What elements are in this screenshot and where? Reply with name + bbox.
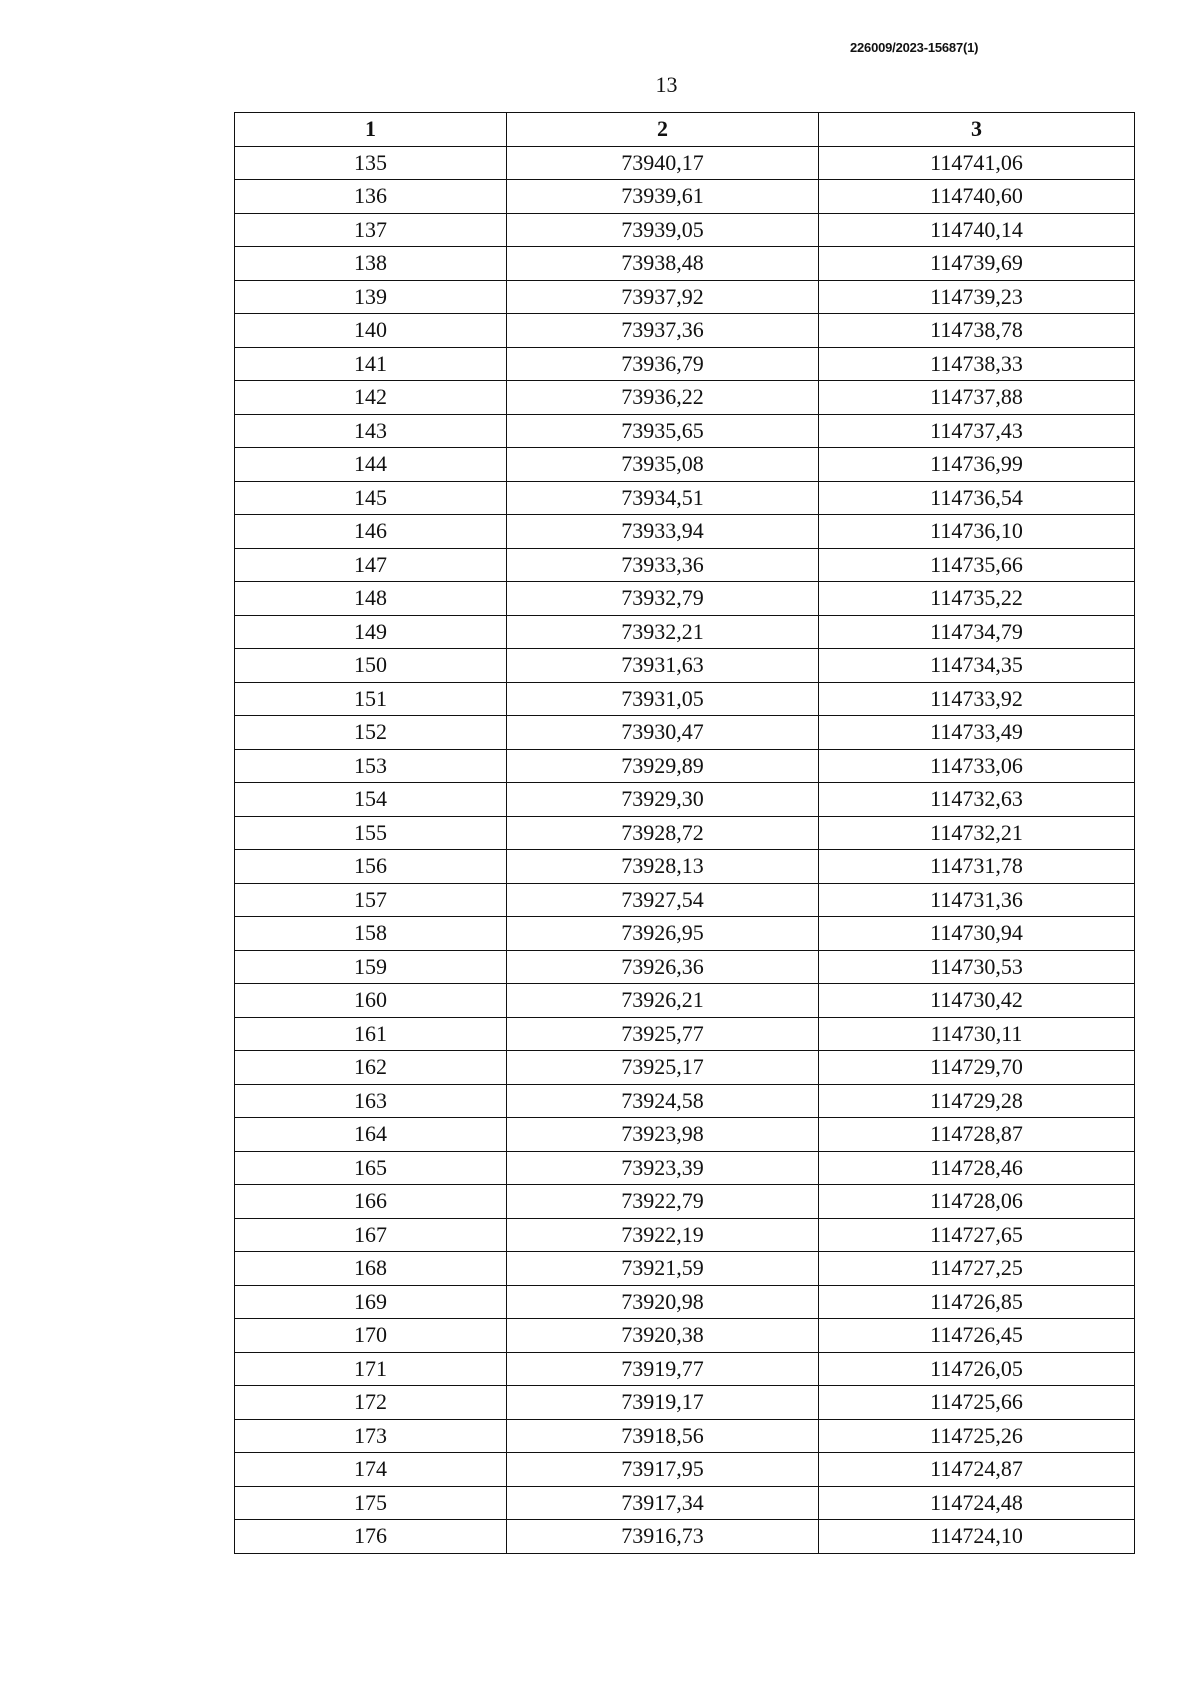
- table-row: [235, 1151, 1135, 1185]
- x-coordinate-cell: 73936,22: [507, 381, 819, 415]
- table-row: [235, 850, 1135, 884]
- y-coordinate-cell: 114724,87: [819, 1453, 1135, 1487]
- x-coordinate-cell: 73935,65: [507, 414, 819, 448]
- table-row: [235, 582, 1135, 616]
- x-coordinate-cell: 73925,17: [507, 1051, 819, 1085]
- point-number-cell: 151: [235, 682, 507, 716]
- table-row: [235, 448, 1135, 482]
- point-number-cell: 162: [235, 1051, 507, 1085]
- point-number-cell: 161: [235, 1017, 507, 1051]
- page-number: 13: [655, 72, 678, 97]
- x-coordinate-cell: 73932,21: [507, 615, 819, 649]
- x-coordinate-cell: 73919,77: [507, 1352, 819, 1386]
- table-row: [235, 1051, 1135, 1085]
- y-coordinate-cell: 114733,92: [819, 682, 1135, 716]
- table-row: [235, 749, 1135, 783]
- coordinates-table: [234, 112, 1135, 1554]
- table-row: [235, 481, 1135, 515]
- table-row: [235, 414, 1135, 448]
- x-coordinate-cell: 73933,94: [507, 515, 819, 549]
- y-coordinate-cell: 114731,78: [819, 850, 1135, 884]
- column-header-1: 1: [235, 113, 507, 147]
- x-coordinate-cell: 73920,98: [507, 1285, 819, 1319]
- point-number-cell: 167: [235, 1218, 507, 1252]
- point-number-cell: 141: [235, 347, 507, 381]
- y-coordinate-cell: 114724,48: [819, 1486, 1135, 1520]
- y-coordinate-cell: 114729,70: [819, 1051, 1135, 1085]
- point-number-cell: 152: [235, 716, 507, 750]
- table-row: [235, 883, 1135, 917]
- table-row: [235, 615, 1135, 649]
- x-coordinate-cell: 73923,98: [507, 1118, 819, 1152]
- table-row: [235, 146, 1135, 180]
- y-coordinate-cell: 114736,10: [819, 515, 1135, 549]
- x-coordinate-cell: 73940,17: [507, 146, 819, 180]
- table-row: [235, 950, 1135, 984]
- y-coordinate-cell: 114740,14: [819, 213, 1135, 247]
- x-coordinate-cell: 73916,73: [507, 1520, 819, 1554]
- point-number-cell: 163: [235, 1084, 507, 1118]
- y-coordinate-cell: 114735,22: [819, 582, 1135, 616]
- x-coordinate-cell: 73932,79: [507, 582, 819, 616]
- x-coordinate-cell: 73928,13: [507, 850, 819, 884]
- table-row: [235, 816, 1135, 850]
- point-number-cell: 140: [235, 314, 507, 348]
- x-coordinate-cell: 73924,58: [507, 1084, 819, 1118]
- x-coordinate-cell: 73923,39: [507, 1151, 819, 1185]
- point-number-cell: 155: [235, 816, 507, 850]
- point-number-cell: 165: [235, 1151, 507, 1185]
- x-coordinate-cell: 73926,36: [507, 950, 819, 984]
- y-coordinate-cell: 114734,35: [819, 649, 1135, 683]
- y-coordinate-cell: 114733,49: [819, 716, 1135, 750]
- point-number-cell: 173: [235, 1419, 507, 1453]
- y-coordinate-cell: 114736,54: [819, 481, 1135, 515]
- y-coordinate-cell: 114725,66: [819, 1386, 1135, 1420]
- table-row: [235, 649, 1135, 683]
- point-number-cell: 139: [235, 280, 507, 314]
- table-row: [235, 1252, 1135, 1286]
- x-coordinate-cell: 73937,36: [507, 314, 819, 348]
- table-row: [235, 716, 1135, 750]
- table-row: [235, 213, 1135, 247]
- x-coordinate-cell: 73922,79: [507, 1185, 819, 1219]
- x-coordinate-cell: 73938,48: [507, 247, 819, 281]
- document-reference: 226009/2023-15687(1): [850, 40, 979, 55]
- y-coordinate-cell: 114735,66: [819, 548, 1135, 582]
- table-row: [235, 682, 1135, 716]
- header-row: [235, 113, 1135, 147]
- y-coordinate-cell: 114727,65: [819, 1218, 1135, 1252]
- table-body: [235, 146, 1135, 1553]
- x-coordinate-cell: 73929,30: [507, 783, 819, 817]
- x-coordinate-cell: 73921,59: [507, 1252, 819, 1286]
- table-row: [235, 347, 1135, 381]
- x-coordinate-cell: 73939,61: [507, 180, 819, 214]
- table-row: [235, 247, 1135, 281]
- point-number-cell: 156: [235, 850, 507, 884]
- x-coordinate-cell: 73925,77: [507, 1017, 819, 1051]
- table-row: [235, 984, 1135, 1018]
- y-coordinate-cell: 114730,53: [819, 950, 1135, 984]
- point-number-cell: 174: [235, 1453, 507, 1487]
- y-coordinate-cell: 114730,94: [819, 917, 1135, 951]
- point-number-cell: 143: [235, 414, 507, 448]
- y-coordinate-cell: 114729,28: [819, 1084, 1135, 1118]
- table-row: [235, 1352, 1135, 1386]
- y-coordinate-cell: 114731,36: [819, 883, 1135, 917]
- table-row: [235, 1118, 1135, 1152]
- x-coordinate-cell: 73936,79: [507, 347, 819, 381]
- point-number-cell: 158: [235, 917, 507, 951]
- y-coordinate-cell: 114738,33: [819, 347, 1135, 381]
- x-coordinate-cell: 73929,89: [507, 749, 819, 783]
- y-coordinate-cell: 114737,88: [819, 381, 1135, 415]
- table-row: [235, 1319, 1135, 1353]
- y-coordinate-cell: 114733,06: [819, 749, 1135, 783]
- column-header-3: 3: [819, 113, 1135, 147]
- point-number-cell: 146: [235, 515, 507, 549]
- y-coordinate-cell: 114726,05: [819, 1352, 1135, 1386]
- table-row: [235, 1218, 1135, 1252]
- y-coordinate-cell: 114732,21: [819, 816, 1135, 850]
- table-row: [235, 1419, 1135, 1453]
- table-row: [235, 1486, 1135, 1520]
- y-coordinate-cell: 114739,23: [819, 280, 1135, 314]
- point-number-cell: 138: [235, 247, 507, 281]
- point-number-cell: 157: [235, 883, 507, 917]
- x-coordinate-cell: 73920,38: [507, 1319, 819, 1353]
- table-row: [235, 180, 1135, 214]
- point-number-cell: 135: [235, 146, 507, 180]
- table-row: [235, 1285, 1135, 1319]
- y-coordinate-cell: 114730,42: [819, 984, 1135, 1018]
- point-number-cell: 175: [235, 1486, 507, 1520]
- y-coordinate-cell: 114728,87: [819, 1118, 1135, 1152]
- point-number-cell: 149: [235, 615, 507, 649]
- x-coordinate-cell: 73928,72: [507, 816, 819, 850]
- y-coordinate-cell: 114730,11: [819, 1017, 1135, 1051]
- y-coordinate-cell: 114741,06: [819, 146, 1135, 180]
- y-coordinate-cell: 114728,46: [819, 1151, 1135, 1185]
- point-number-cell: 150: [235, 649, 507, 683]
- x-coordinate-cell: 73927,54: [507, 883, 819, 917]
- table-row: [235, 548, 1135, 582]
- point-number-cell: 160: [235, 984, 507, 1018]
- x-coordinate-cell: 73926,21: [507, 984, 819, 1018]
- point-number-cell: 153: [235, 749, 507, 783]
- x-coordinate-cell: 73917,95: [507, 1453, 819, 1487]
- point-number-cell: 166: [235, 1185, 507, 1219]
- x-coordinate-cell: 73919,17: [507, 1386, 819, 1420]
- point-number-cell: 137: [235, 213, 507, 247]
- y-coordinate-cell: 114725,26: [819, 1419, 1135, 1453]
- point-number-cell: 154: [235, 783, 507, 817]
- table-row: [235, 381, 1135, 415]
- table-row: [235, 1084, 1135, 1118]
- x-coordinate-cell: 73930,47: [507, 716, 819, 750]
- table-row: [235, 1017, 1135, 1051]
- x-coordinate-cell: 73917,34: [507, 1486, 819, 1520]
- x-coordinate-cell: 73931,05: [507, 682, 819, 716]
- table-row: [235, 280, 1135, 314]
- table-row: [235, 1386, 1135, 1420]
- x-coordinate-cell: 73918,56: [507, 1419, 819, 1453]
- y-coordinate-cell: 114736,99: [819, 448, 1135, 482]
- y-coordinate-cell: 114738,78: [819, 314, 1135, 348]
- point-number-cell: 136: [235, 180, 507, 214]
- y-coordinate-cell: 114739,69: [819, 247, 1135, 281]
- table-row: [235, 917, 1135, 951]
- table-row: [235, 1453, 1135, 1487]
- point-number-cell: 144: [235, 448, 507, 482]
- point-number-cell: 159: [235, 950, 507, 984]
- column-header-2: 2: [507, 113, 819, 147]
- x-coordinate-cell: 73922,19: [507, 1218, 819, 1252]
- point-number-cell: 142: [235, 381, 507, 415]
- point-number-cell: 168: [235, 1252, 507, 1286]
- point-number-cell: 164: [235, 1118, 507, 1152]
- point-number-cell: 170: [235, 1319, 507, 1353]
- y-coordinate-cell: 114726,85: [819, 1285, 1135, 1319]
- point-number-cell: 176: [235, 1520, 507, 1554]
- x-coordinate-cell: 73933,36: [507, 548, 819, 582]
- point-number-cell: 172: [235, 1386, 507, 1420]
- y-coordinate-cell: 114732,63: [819, 783, 1135, 817]
- table-row: [235, 1185, 1135, 1219]
- point-number-cell: 171: [235, 1352, 507, 1386]
- x-coordinate-cell: 73931,63: [507, 649, 819, 683]
- point-number-cell: 147: [235, 548, 507, 582]
- table-row: [235, 1520, 1135, 1554]
- point-number-cell: 169: [235, 1285, 507, 1319]
- table-row: [235, 314, 1135, 348]
- x-coordinate-cell: 73926,95: [507, 917, 819, 951]
- point-number-cell: 145: [235, 481, 507, 515]
- x-coordinate-cell: 73934,51: [507, 481, 819, 515]
- y-coordinate-cell: 114724,10: [819, 1520, 1135, 1554]
- y-coordinate-cell: 114734,79: [819, 615, 1135, 649]
- x-coordinate-cell: 73935,08: [507, 448, 819, 482]
- point-number-cell: 148: [235, 582, 507, 616]
- y-coordinate-cell: 114726,45: [819, 1319, 1135, 1353]
- table-row: [235, 515, 1135, 549]
- y-coordinate-cell: 114727,25: [819, 1252, 1135, 1286]
- y-coordinate-cell: 114737,43: [819, 414, 1135, 448]
- y-coordinate-cell: 114740,60: [819, 180, 1135, 214]
- x-coordinate-cell: 73939,05: [507, 213, 819, 247]
- x-coordinate-cell: 73937,92: [507, 280, 819, 314]
- y-coordinate-cell: 114728,06: [819, 1185, 1135, 1219]
- table-row: [235, 783, 1135, 817]
- table-header: [235, 113, 1135, 147]
